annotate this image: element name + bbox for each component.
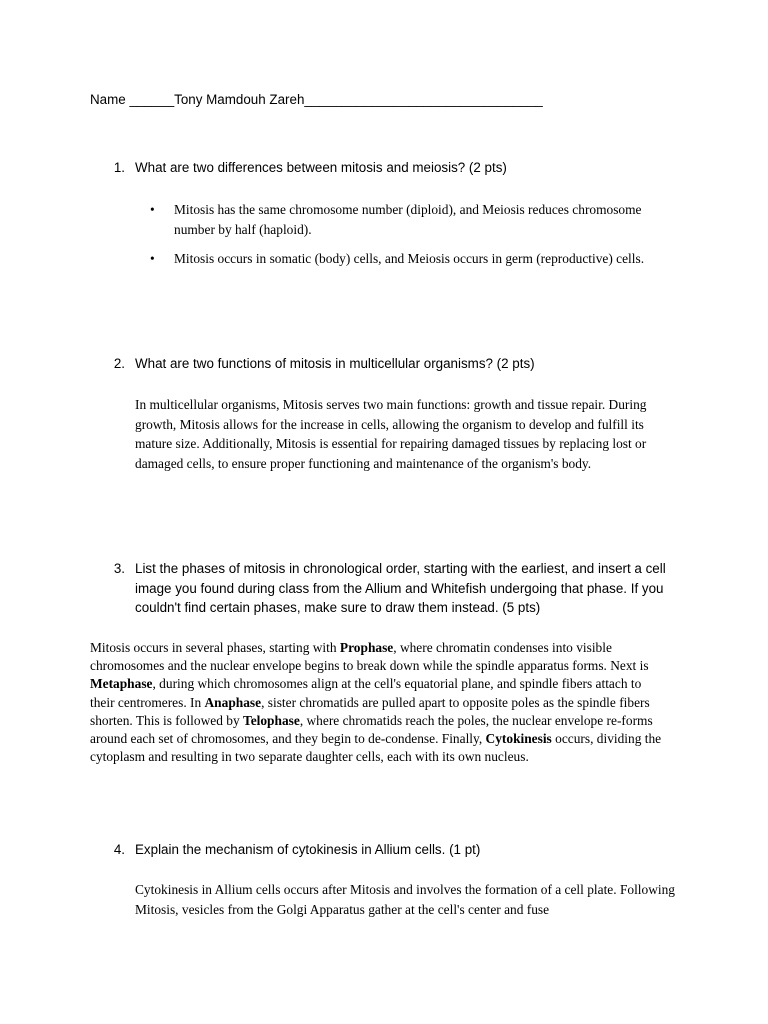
q3-answer-part-4: , sister chromatids are pulled apart to opposite poles as the spindle fibers shorten. This is followed by	[90, 694, 650, 728]
term-cytokinesis: Cytokinesis	[485, 731, 552, 747]
q1-bullet-1	[150, 200, 680, 239]
bullet-icon: •	[150, 202, 155, 217]
q1-bullet-2	[150, 249, 680, 269]
question-4-answer: Cytokinesis in Allium cells occurs after Mitosis and involves the formation of a cell plate. Following Mitosis, vesicles from the Golgi Apparatus gather at the cell's center and fuse	[135, 882, 675, 917]
question-4	[115, 840, 705, 860]
name-value: ______Tony Mamdouh Zareh________________________________	[129, 92, 543, 107]
question-1-number: 1.	[113, 160, 125, 175]
q3-answer-part-6: occurs, dividing the cytoplasm and resulting in two separate daughter cells, each with its own nucleus.	[90, 731, 662, 765]
question-3-answer	[90, 639, 668, 766]
question-1-text: What are two differences between mitosis and meiosis? (2 pts)	[135, 160, 507, 175]
q1-bullet-1-text: Mitosis has the same chromosome number (diploid), and Meiosis reduces chromosome number by half (haploid).	[174, 202, 642, 237]
q1-bullet-2-text: Mitosis occurs in somatic (body) cells, and Meiosis occurs in germ (reproductive) cells.	[174, 251, 645, 266]
question-3-number: 3.	[113, 561, 125, 576]
q3-answer-part-5: , where chromatids reach the poles, the nuclear envelope re-forms around each set of chromosomes, and they begin to de-condense. Finally,	[90, 712, 653, 747]
question-2-number: 2.	[113, 356, 125, 371]
question-4-text: Explain the mechanism of cytokinesis in Allium cells. (1 pt)	[135, 842, 481, 857]
question-2	[115, 354, 705, 374]
question-3-text: List the phases of mitosis in chronological order, starting with the earliest, and insert a cell image you found during class from the Allium and Whitefish undergoing that phase. If you couldn't find certain phases, make sure to draw them instead. (5 pts)	[135, 561, 666, 615]
bullet-icon: •	[150, 251, 155, 266]
q3-answer-part-1: Mitosis occurs in several phases, starting with	[90, 640, 340, 655]
term-anaphase: Anaphase	[204, 694, 262, 710]
term-prophase: Prophase	[339, 640, 394, 655]
question-2-answer: In multicellular organisms, Mitosis serves two main functions: growth and tissue repair. During growth, Mitosis allows for the increase in cells, allowing the organism to develop and fulfill its mature size. Additionally, Mitosis is essential for repairing damaged tissues by replacing lost or damaged cells, to ensure proper functioning and maintenance of the organism's body.	[135, 397, 647, 471]
name-label: Name	[90, 92, 126, 107]
name-line	[90, 90, 543, 110]
question-2-text: What are two functions of mitosis in multicellular organisms? (2 pts)	[135, 356, 535, 371]
term-metaphase: Metaphase	[90, 676, 153, 692]
question-3	[115, 559, 690, 618]
term-telophase: Telophase	[243, 712, 300, 728]
question-4-number: 4.	[113, 842, 125, 857]
q3-answer-part-2: , where chromatin condenses into visible chromosomes and the nuclear envelope begins to break down while the spindle apparatus forms. Next is	[90, 640, 649, 674]
question-1	[115, 158, 705, 178]
q3-answer-part-3: , during which chromosomes align at the cell's equatorial plane, and spindle fibers attach to their centromeres. In	[90, 676, 642, 710]
